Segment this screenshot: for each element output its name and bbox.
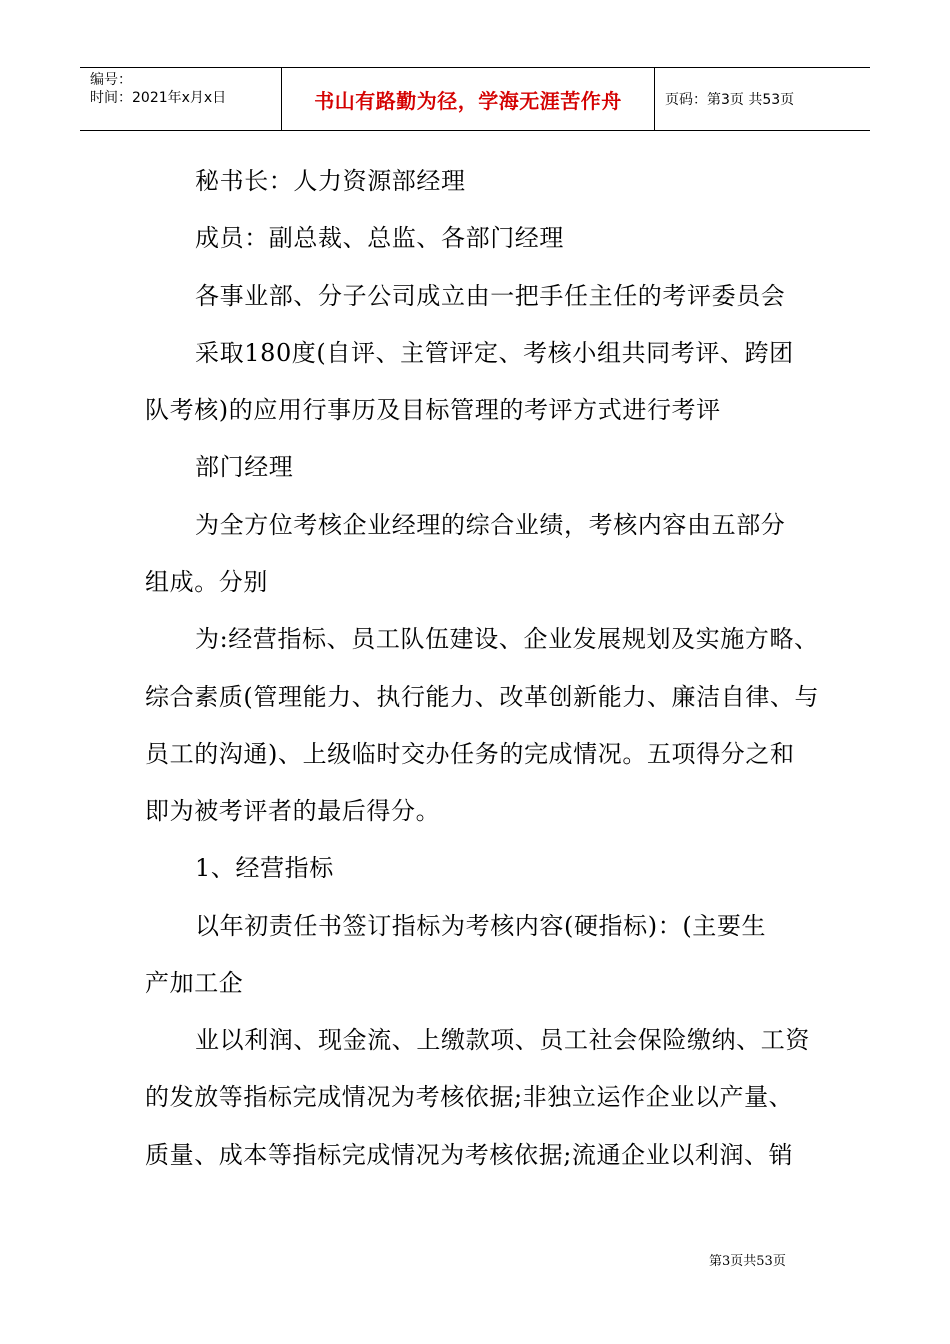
body-line: 为:经营指标、员工队伍建设、企业发展规划及实施方略、 (195, 625, 819, 653)
body-line: 1、经营指标 (195, 854, 334, 882)
header-left-cell (80, 68, 282, 130)
footer-page-info: 第3页共53页 (709, 1254, 786, 1269)
body-line: 部门经理 (195, 453, 294, 481)
body-line: 即为被考评者的最后得分。 (145, 797, 441, 825)
body-line: 产加工企 (145, 969, 244, 997)
body-line: 采取180度(自评、主管评定、考核小组共同考评、跨团 (195, 339, 794, 367)
body-line: 成员：副总裁、总监、各部门经理 (195, 224, 564, 252)
body-line: 的发放等指标完成情况为考核依据;非独立运作企业以产量、 (145, 1083, 794, 1111)
body-line: 质量、成本等指标完成情况为考核依据;流通企业以利润、销 (145, 1141, 794, 1169)
body-line: 队考核)的应用行事历及目标管理的考评方式进行考评 (145, 396, 721, 424)
body-line: 以年初责任书签订指标为考核内容(硬指标)：(主要生 (195, 912, 767, 940)
body-line: 秘书长：人力资源部经理 (195, 167, 466, 195)
body-line: 业以利润、现金流、上缴款项、员工社会保险缴纳、工资 (195, 1026, 810, 1054)
body-line: 各事业部、分子公司成立由一把手任主任的考评委员会 (195, 282, 786, 310)
body-line: 员工的沟通)、上级临时交办任务的完成情况。五项得分之和 (145, 740, 795, 768)
code-label: 编号： (90, 72, 132, 88)
body-line: 为全方位考核企业经理的综合业绩，考核内容由五部分 (195, 511, 786, 539)
body-line: 综合素质(管理能力、执行能力、改革创新能力、廉洁自律、与 (145, 683, 820, 711)
body-line: 组成。分别 (145, 568, 268, 596)
time-label: 时间：2021年x月x日 (90, 90, 227, 106)
document-header (80, 67, 870, 131)
header-motto: 书山有路勤为径，学海无涯苦作舟 (282, 68, 655, 130)
header-page-info: 页码：第3页 共53页 (665, 92, 795, 108)
